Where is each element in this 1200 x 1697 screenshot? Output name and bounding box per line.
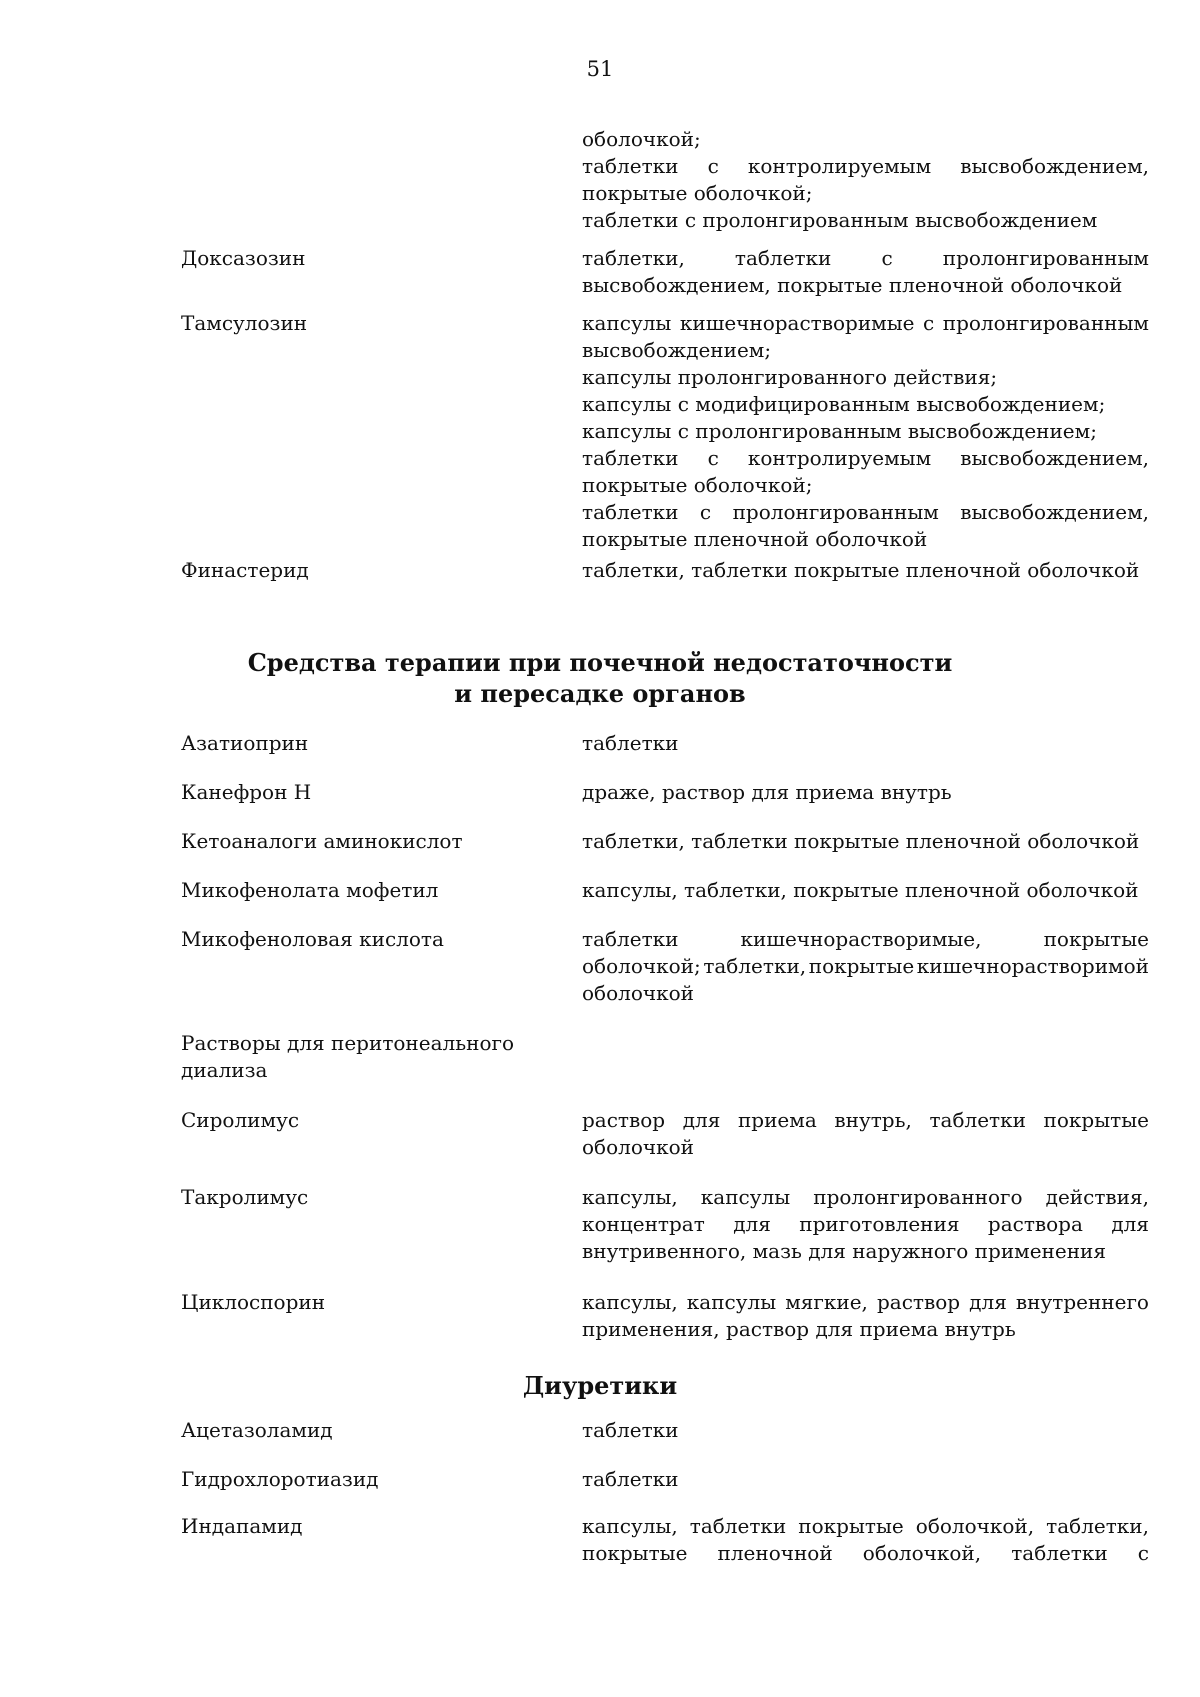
form-line: таблетки с пролонгированным высвобождением,: [582, 500, 1149, 524]
form-line: покрытые оболочкой;: [582, 181, 813, 205]
section-heading: [0, 647, 1200, 709]
form-line: высвобождением, покрытые пленочной оболочкой: [582, 273, 1123, 297]
drug-name: Тамсулозин: [181, 311, 308, 335]
form-line: таблетки: [582, 1418, 679, 1442]
drug-name-line: диализа: [181, 1058, 268, 1082]
form-line: капсулы с модифицированным высвобождением;: [582, 392, 1106, 416]
form-line: таблетки: [582, 731, 679, 755]
form-line: капсулы, капсулы пролонгированного действия,: [582, 1185, 1149, 1209]
drug-name: Циклоспорин: [181, 1290, 326, 1314]
drug-name: Финастерид: [181, 558, 309, 582]
form-line: оболочкой; таблетки, покрытые кишечнорастворимой: [582, 954, 1149, 978]
form-line: драже, раствор для приема внутрь: [582, 780, 952, 804]
drug-name: Ацетазоламид: [181, 1418, 333, 1442]
drug-name: Сиролимус: [181, 1108, 300, 1132]
dosage-forms: [582, 877, 1149, 904]
form-line: таблетки, таблетки покрытые пленочной оболочкой: [582, 829, 1140, 853]
drug-name: Доксазозин: [181, 246, 306, 270]
form-line: применения, раствор для приема внутрь: [582, 1317, 1016, 1341]
drug-name: Такролимус: [181, 1185, 309, 1209]
drug-name: Азатиоприн: [181, 731, 309, 755]
drug-name: Микофенолата мофетил: [181, 878, 439, 902]
form-line: таблетки с контролируемым высвобождением,: [582, 154, 1149, 178]
dosage-forms: [582, 828, 1149, 855]
form-line: таблетки: [582, 1467, 679, 1491]
drug-name: [181, 1030, 573, 1084]
drug-name: Микофеноловая кислота: [181, 927, 444, 951]
page-number: 51: [586, 57, 614, 81]
dosage-forms: [582, 245, 1149, 299]
drug-name-line: Растворы для перитонеального: [181, 1031, 514, 1055]
dosage-forms: [582, 926, 1149, 1007]
drug-name: Канефрон Н: [181, 780, 312, 804]
form-line: капсулы пролонгированного действия;: [582, 365, 998, 389]
section-heading-line: и пересадке органов: [454, 679, 746, 708]
form-line: капсулы кишечнорастворимые с пролонгированным: [582, 311, 1149, 335]
dosage-forms: [582, 126, 1149, 234]
form-line: высвобождением;: [582, 338, 772, 362]
drug-name: Кетоаналоги аминокислот: [181, 829, 463, 853]
form-line: капсулы с пролонгированным высвобождением;: [582, 419, 1097, 443]
form-line: таблетки, таблетки покрытые пленочной оболочкой: [582, 558, 1140, 582]
form-line: таблетки с контролируемым высвобождением,: [582, 446, 1149, 470]
dosage-forms: [582, 1417, 1149, 1444]
section-heading-line: Средства терапии при почечной недостаточности: [247, 648, 953, 677]
form-line: концентрат для приготовления раствора для: [582, 1212, 1149, 1236]
form-line: оболочкой: [582, 981, 694, 1005]
form-line: покрытые пленочной оболочкой, таблетки с: [582, 1541, 1149, 1565]
form-line: внутривенного, мазь для наружного применения: [582, 1239, 1106, 1263]
dosage-forms: [582, 1184, 1149, 1265]
section-heading: [0, 1370, 1200, 1401]
dosage-forms: [582, 1107, 1149, 1161]
dosage-forms: [582, 310, 1149, 553]
form-line: оболочкой;: [582, 127, 701, 151]
section-heading-line: Диуретики: [522, 1371, 678, 1400]
form-line: капсулы, таблетки, покрытые пленочной оболочкой: [582, 878, 1139, 902]
dosage-forms: [582, 557, 1149, 584]
form-line: таблетки кишечнорастворимые, покрытые: [582, 927, 1149, 951]
form-line: капсулы, таблетки покрытые оболочкой, таблетки,: [582, 1514, 1149, 1538]
form-line: таблетки, таблетки с пролонгированным: [582, 246, 1149, 270]
form-line: таблетки с пролонгированным высвобождением: [582, 208, 1098, 232]
dosage-forms: [582, 1513, 1149, 1567]
form-line: раствор для приема внутрь, таблетки покрытые: [582, 1108, 1149, 1132]
drug-name: Гидрохлоротиазид: [181, 1467, 379, 1491]
dosage-forms: [582, 1289, 1149, 1343]
dosage-forms: [582, 730, 1149, 757]
dosage-forms: [582, 1466, 1149, 1493]
form-line: покрытые пленочной оболочкой: [582, 527, 928, 551]
dosage-forms: [582, 779, 1149, 806]
drug-name: Индапамид: [181, 1514, 303, 1538]
form-line: оболочкой: [582, 1135, 694, 1159]
form-line: покрытые оболочкой;: [582, 473, 813, 497]
form-line: капсулы, капсулы мягкие, раствор для внутреннего: [582, 1290, 1149, 1314]
